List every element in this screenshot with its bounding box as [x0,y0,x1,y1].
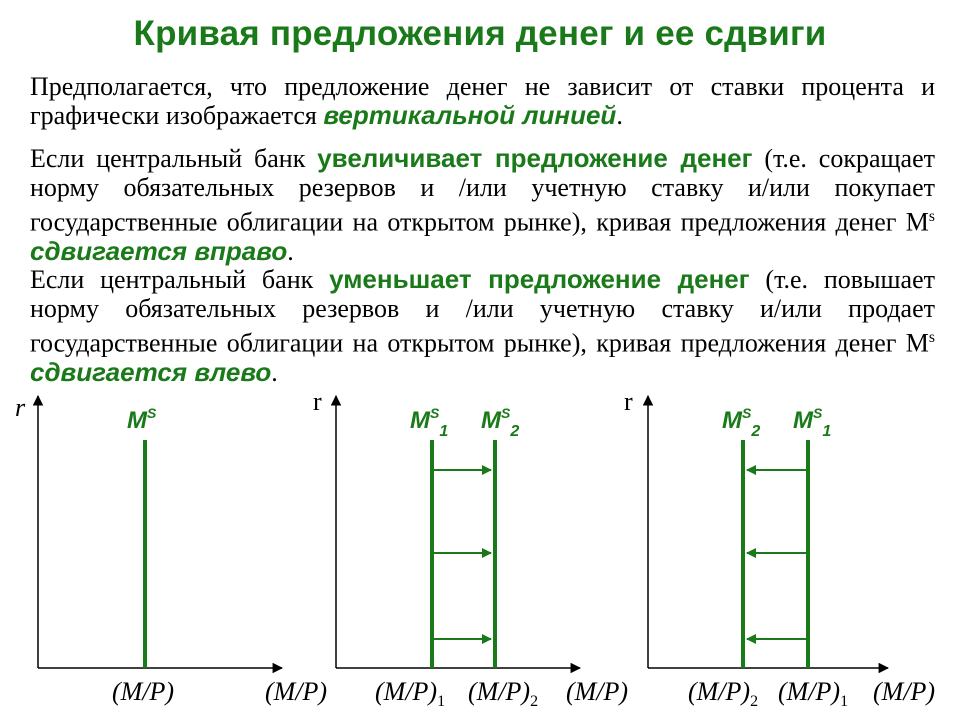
increase-sup: s [928,208,935,225]
shift-left-highlight: сдвигается влево [30,356,272,387]
ms-label: $M^S$ [127,405,157,434]
decrease-middle: (т.е. повышает норму обязательных резервов и /или учетную ставку и/или продает государственные облигации на открытом рынке), кривая предложения денег M [30,265,935,358]
tick-mp1-left: $(M/P)_1$ [778,677,849,710]
graph-increase [313,387,628,710]
vertical-line-highlight: вертикальной линией [323,100,617,130]
graph-decrease [624,387,935,710]
y-label-3: r [624,387,633,416]
x-label-3: (M/P) [873,677,936,706]
tick-mp2: $(M/P)_2$ [468,677,539,710]
x-label-2: (M/P) [566,677,629,706]
increase-middle: (т.е. сокращает норму обязательных резервов и /или учетную ставку и/или покупает государственные облигации на открытом рынке), кривая предложения денег M [30,144,935,237]
ms2-label-left: $M^S_2$ [722,405,761,440]
tick-mp2-left: $(M/P)_2$ [688,677,759,710]
ms1-label-left: $M^S_1$ [793,405,832,440]
y-label-2: r [313,387,322,416]
decrease-sup: s [928,329,935,346]
decrease-end: . [271,357,278,387]
tick-mp1: $(M/P)_1$ [375,677,446,710]
shift-right-highlight: сдвигается вправо [30,235,288,266]
decrease-start: Если центральный банк [30,265,330,294]
intro-end: . [616,101,623,130]
increase-start: Если центральный банк [30,144,318,173]
increase-highlight: увеличивает предложение денег [317,143,753,173]
increase-end: . [287,236,294,266]
graph-money-supply [15,393,327,706]
ms2-label: $M^S_2$ [481,405,520,440]
decrease-highlight: уменьшает предложение денег [329,264,750,294]
y-label-1: r [15,393,26,422]
intro-text: Предполагается, что предложение денег не зависит от ставки процента и графически изображается [30,72,935,130]
ms-tick-label: (M/P) [112,677,175,706]
slide-title: Кривая предложения денег и ее сдвиги [133,14,827,53]
x-label-1: (M/P) [265,677,328,706]
ms1-label: $M^S_1$ [410,405,449,440]
